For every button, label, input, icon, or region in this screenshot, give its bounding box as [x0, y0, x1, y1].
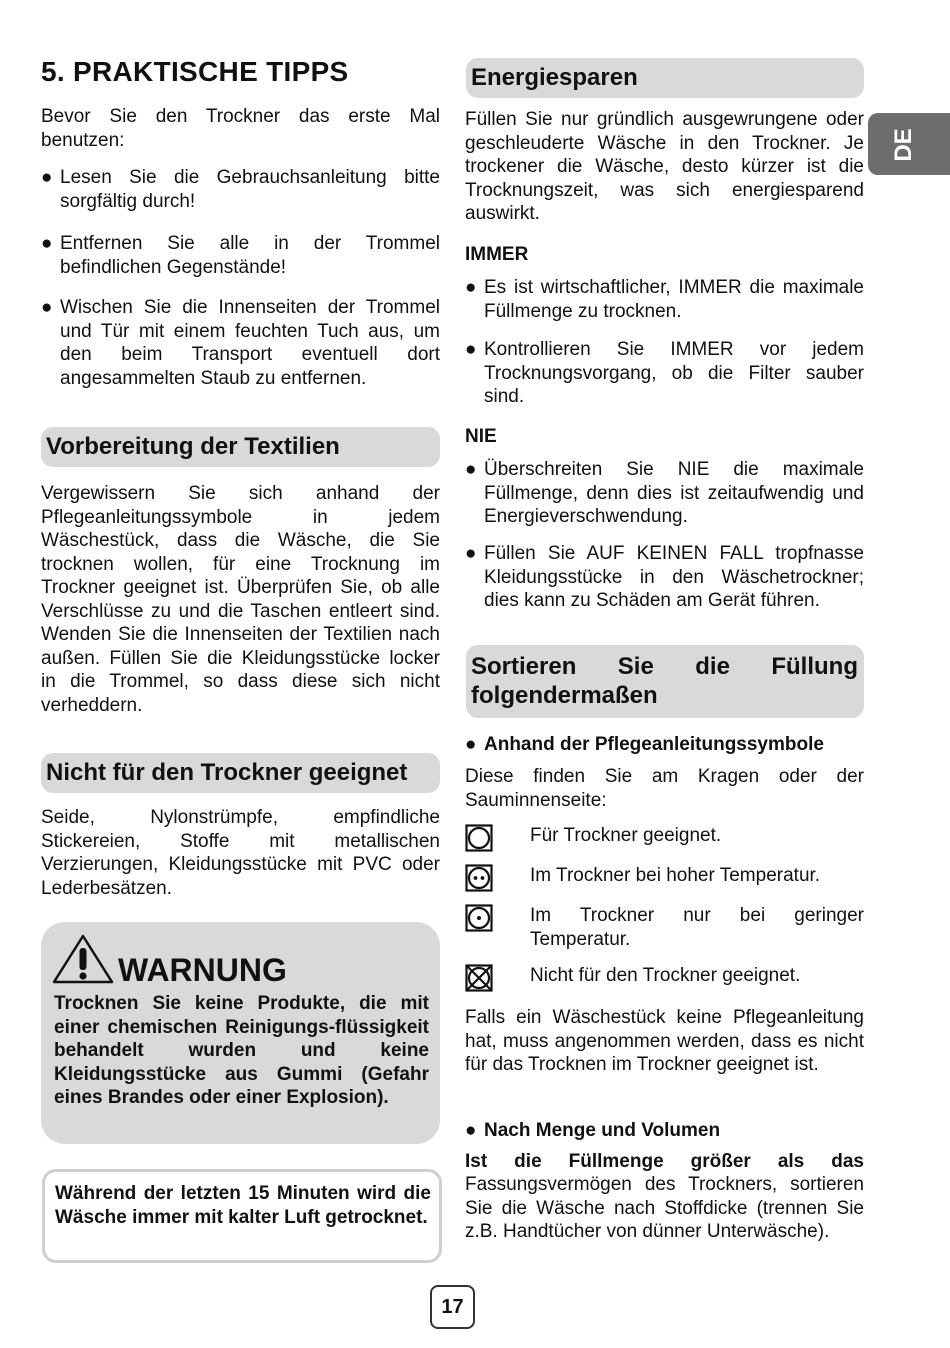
care-symbol-text: Nicht für den Trockner geeignet.	[530, 965, 801, 986]
care-symbols-label	[465, 733, 864, 757]
care-note-text: Falls ein Wäschestück keine Pflegeanleitung hat, muss angenommen werden, dass es nicht für das Trocknen im Trockner geeignet ist.	[465, 1007, 864, 1075]
volume-text: Fassungsvermögen des Trockners, sortieren Sie die Wäsche nach Stoffdicke (trennen Sie z.B. Handtücher von dünner Unterwäsche).	[465, 1174, 864, 1242]
list-item	[465, 542, 864, 613]
prep-text: Vergewissern Sie sich anhand der Pflegeanleitungssymbole in jedem Wäschestück, dass die Wäsche, die Sie trocknen wollen, für eine Trocknung im Trockner geeignet ist. Überprüfen Sie, ob alle Verschlüsse zu und die Taschen entleert sind. Wenden Sie die Innenseiten der Textilien nach außen. Füllen Sie die Kleidungsstücke locker in die Trommel, so dass diese sich nicht verheddern.	[41, 483, 440, 716]
warning-header	[52, 934, 287, 988]
unsuitable-text: Seide, Nylonstrümpfe, empfindliche Stickereien, Stoffe mit metallischen Verzierungen, Kleidungsstücke mit PVC oder Lederbesätzen.	[41, 807, 440, 899]
care-symbol-row	[465, 824, 864, 852]
care-symbol-text: Im Trockner bei hoher Temperatur.	[530, 865, 821, 886]
care-symbol-row	[465, 964, 864, 992]
list-item	[41, 166, 440, 213]
bullet-icon: ●	[41, 233, 53, 254]
volume-bold-text: Ist die Füllmenge größer als das	[465, 1151, 864, 1172]
bullet-icon: ●	[465, 459, 477, 480]
bullet-icon: ●	[465, 734, 477, 755]
list-item-text: Wischen Sie die Innenseiten der Trommel und Tür mit einem feuchten Tuch aus, um den beim Transport eventuell dort angesammelten Staub zu entfernen.	[60, 297, 440, 389]
care-symbols-label-text: Anhand der Pflegeanleitungssymbole	[484, 734, 824, 755]
bullet-icon: ●	[41, 297, 53, 318]
bullet-icon: ●	[465, 1120, 477, 1141]
tumble-dry-icon	[465, 824, 493, 852]
section-heading-unsuitable: Nicht für den Trockner geeignet	[41, 753, 440, 793]
page-number: 17	[430, 1285, 475, 1329]
intro-text: Bevor Sie den Trockner das erste Mal benutzen:	[41, 106, 440, 151]
warning-triangle-icon	[52, 934, 114, 984]
volume-label	[465, 1119, 864, 1143]
list-item	[41, 232, 440, 279]
list-item-text: Kontrollieren Sie IMMER vor jedem Trocknungsvorgang, ob die Filter sauber sind.	[484, 339, 864, 407]
list-item-text: Es ist wirtschaftlicher, IMMER die maximale Füllmenge zu trocknen.	[484, 277, 864, 322]
note-text: Während der letzten 15 Minuten wird die Wäsche immer mit kalter Luft getrocknet.	[55, 1183, 431, 1228]
section-heading-prep: Vorbereitung der Textilien	[41, 427, 440, 467]
care-symbol-text: Im Trockner nur bei geringer Temperatur.	[530, 905, 864, 950]
language-tab-label: DE	[890, 128, 917, 162]
section-heading-energy: Energiesparen	[466, 58, 864, 98]
energy-text: Füllen Sie nur gründlich ausgewrungene oder geschleuderte Wäsche in den Trockner. Je trockener die Wäsche, desto kürzer ist die Trocknungszeit, was sich energiesparend auswirkt.	[465, 109, 864, 224]
list-item	[465, 458, 864, 529]
care-symbol-row	[465, 864, 864, 892]
list-item	[465, 276, 864, 323]
list-item	[465, 338, 864, 409]
care-symbol-text: Für Trockner geeignet.	[530, 825, 722, 846]
list-item-text: Lesen Sie die Gebrauchsanleitung bitte sorgfältig durch!	[60, 167, 440, 212]
volume-label-text: Nach Menge und Volumen	[484, 1120, 721, 1141]
list-item-text: Überschreiten Sie NIE die maximale Füllmenge, denn dies ist zeitaufwendig und Energieverschwendung.	[484, 459, 864, 527]
bullet-icon: ●	[465, 339, 477, 360]
bullet-icon: ●	[465, 543, 477, 564]
tumble-dry-high-icon	[465, 864, 493, 892]
warning-label: WARNUNG	[118, 952, 287, 988]
do-not-tumble-dry-icon	[465, 964, 493, 992]
care-intro-text: Diese finden Sie am Kragen oder der Sauminnenseite:	[465, 766, 864, 811]
section-heading-sort: Sortieren Sie die Füllung folgendermaßen	[466, 645, 864, 718]
list-item	[41, 296, 440, 390]
page-title: 5. PRAKTISCHE TIPPS	[41, 56, 349, 87]
list-item-text: Entfernen Sie alle in der Trommel befindlichen Gegenstände!	[60, 233, 440, 278]
always-label: IMMER	[465, 244, 529, 265]
tumble-dry-low-icon	[465, 904, 493, 932]
bullet-icon: ●	[465, 277, 477, 298]
warning-text: Trocknen Sie keine Produkte, die mit einer chemischen Reinigungs-flüssigkeit behandelt wurden und keine Kleidungsstücke aus Gummi (Gefahr eines Brandes oder einer Explosion).	[54, 993, 429, 1108]
never-label: NIE	[465, 426, 497, 447]
bullet-icon: ●	[41, 167, 53, 188]
language-tab	[868, 113, 950, 175]
care-symbol-row	[465, 904, 864, 951]
list-item-text: Füllen Sie AUF KEINEN FALL tropfnasse Kleidungsstücke in den Wäschetrockner; dies kann zu Schäden am Gerät führen.	[484, 543, 864, 611]
